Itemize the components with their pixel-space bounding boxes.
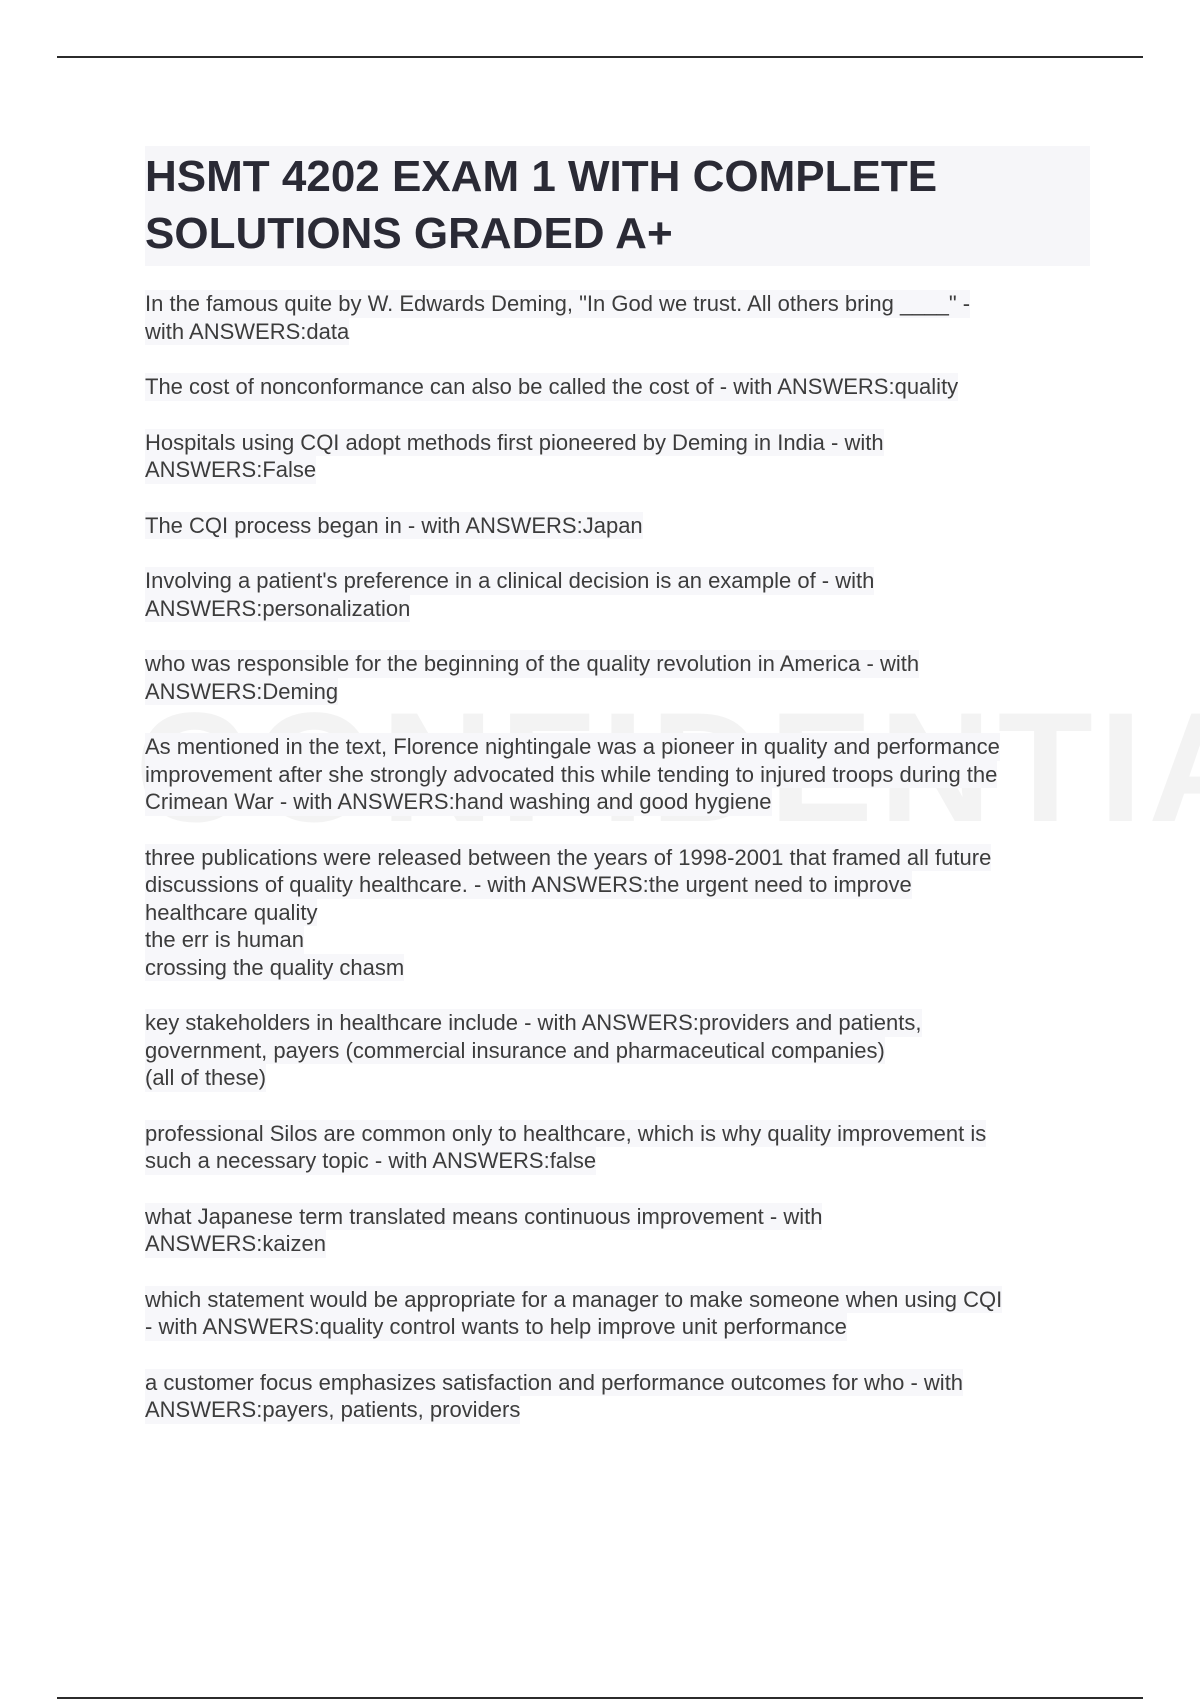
qa-line: - with ANSWERS:quality control wants to help improve unit performance bbox=[145, 1314, 847, 1339]
qa-item bbox=[145, 1009, 1090, 1092]
qa-line: three publications were released between the years of 1998-2001 that framed all future bbox=[145, 844, 992, 870]
qa-line: ANSWERS:Deming bbox=[145, 678, 339, 704]
qa-line: government, payers (commercial insurance and pharmaceutical companies) bbox=[145, 1037, 885, 1063]
qa-item bbox=[145, 733, 1090, 816]
qa-item bbox=[145, 429, 1090, 484]
qa-line: discussions of quality healthcare. - with ANSWERS:the urgent need to improve bbox=[145, 872, 912, 897]
qa-line: who was responsible for the beginning of the quality revolution in America - with bbox=[145, 651, 920, 676]
top-rule bbox=[57, 56, 1143, 58]
qa-line: such a necessary topic - with ANSWERS:false bbox=[145, 1148, 597, 1173]
qa-line: professional Silos are common only to healthcare, which is why quality improvement is bbox=[145, 1120, 987, 1146]
qa-line: Hospitals using CQI adopt methods first pioneered by Deming in India - with bbox=[145, 429, 884, 455]
qa-line: The CQI process began in - with ANSWERS:Japan bbox=[145, 512, 643, 538]
qa-item bbox=[145, 1369, 1090, 1424]
qa-line: (all of these) bbox=[145, 1065, 267, 1090]
qa-line: crossing the quality chasm bbox=[145, 954, 405, 980]
qa-line: ANSWERS:payers, patients, providers bbox=[145, 1397, 521, 1422]
qa-line: which statement would be appropriate for a manager to make someone when using CQI bbox=[145, 1286, 1003, 1312]
qa-item bbox=[145, 1120, 1090, 1175]
qa-item bbox=[145, 650, 1090, 705]
qa-line: what Japanese term translated means continuous improvement - with bbox=[145, 1203, 823, 1229]
qa-item bbox=[145, 567, 1090, 622]
qa-item bbox=[145, 1286, 1090, 1341]
qa-line: key stakeholders in healthcare include - with ANSWERS:providers and patients, bbox=[145, 1010, 922, 1035]
qa-line: The cost of nonconformance can also be called the cost of - with ANSWERS:quality bbox=[145, 374, 959, 399]
qa-item bbox=[145, 1203, 1090, 1258]
qa-line: the err is human bbox=[145, 927, 304, 952]
qa-line: with ANSWERS:data bbox=[145, 318, 350, 344]
bottom-rule bbox=[57, 1697, 1143, 1699]
qa-line: Crimean War - with ANSWERS:hand washing and good hygiene bbox=[145, 789, 772, 814]
qa-line: ANSWERS:False bbox=[145, 457, 317, 482]
page-title: HSMT 4202 EXAM 1 WITH COMPLETE SOLUTIONS GRADED A+ bbox=[145, 146, 1090, 266]
qa-line: Involving a patient's preference in a clinical decision is an example of - with bbox=[145, 568, 875, 593]
qa-line: ANSWERS:personalization bbox=[145, 595, 411, 621]
qa-item bbox=[145, 844, 1090, 982]
qa-line: ANSWERS:kaizen bbox=[145, 1231, 326, 1256]
qa-line: improvement after she strongly advocated this while tending to injured troops during the bbox=[145, 761, 998, 787]
qa-item bbox=[145, 373, 1090, 401]
qa-line: In the famous quite by W. Edwards Deming, "In God we trust. All others bring ____" - bbox=[145, 291, 971, 316]
qa-list bbox=[145, 290, 1090, 1424]
qa-item bbox=[145, 290, 1090, 345]
qa-line: a customer focus emphasizes satisfaction and performance outcomes for who - with bbox=[145, 1369, 964, 1395]
qa-item bbox=[145, 512, 1090, 540]
document-body bbox=[145, 146, 1090, 1452]
qa-line: As mentioned in the text, Florence nightingale was a pioneer in quality and performance bbox=[145, 734, 1000, 759]
qa-line: healthcare quality bbox=[145, 899, 318, 925]
